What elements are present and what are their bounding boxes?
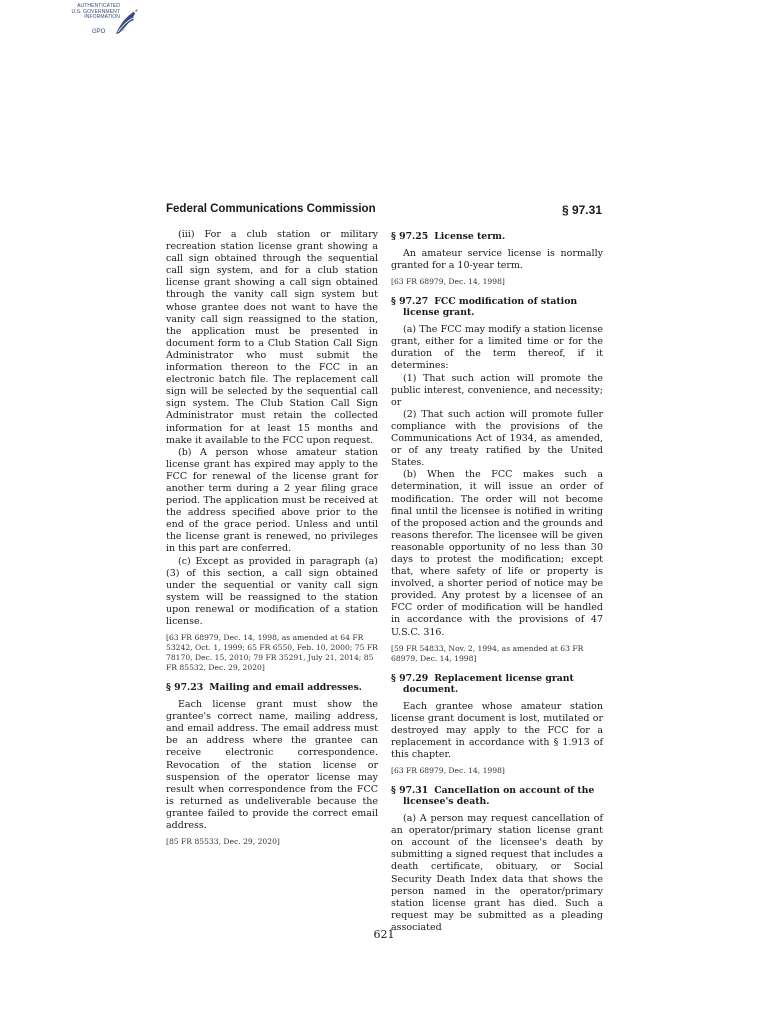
- section-heading-97-29: [391, 673, 603, 695]
- source-citation: [63 FR 68979, Dec. 14, 1998]: [391, 766, 505, 776]
- source-citation: [85 FR 85533, Dec. 29, 2020]: [166, 837, 280, 847]
- section-title: FCC modification of station license grant.: [403, 296, 578, 319]
- section-number: § 97.29: [391, 672, 429, 684]
- gpo-logo-line-3: INFORMATION: [84, 14, 120, 21]
- paragraph-97-27-a: (a) The FCC may modify a station license grant, either for a limited time or for the duration of the term thereof, if it determines:: [391, 324, 603, 372]
- section-number-header: § 97.31: [561, 203, 602, 217]
- paragraph-97-27-b: (b) When the FCC makes such a determination, it will issue an order of modification. The order will not become final until the licensee is notified in writing of the proposed action and the grounds and reasons therefor. The licensee will be given reasonable opportunity of no less than 30 days to protest the modification; except that, where safety of life or property is involved, a shorter period of notice may be provided. Any protest by a licensee of an FCC order of modification will be handled in accordance with the provisions of 47 U.S.C. 316.: [391, 469, 603, 638]
- section-heading-97-31: [391, 785, 603, 807]
- paragraph-97-31-a: (a) A person may request cancellation of an operator/primary station license grant on account of the licensee's death by submitting a signed request that includes a death certificate, obituary, or Social Security Death Index data that shows the person named in the operator/primary station license grant has died. Such a request may be submitted as a pleading associated: [391, 813, 603, 933]
- paragraph-97-25: An amateur service license is normally granted for a 10-year term.: [391, 248, 603, 272]
- source-citation: [63 FR 68979, Dec. 14, 1998]: [391, 277, 505, 287]
- section-title: Replacement license grant document.: [403, 672, 574, 695]
- paragraph-b: (b) A person whose amateur station license grant has expired may apply to the FCC for renewal of the license grant for another term during a 2 year filing grace period. The application must be received at the address specified above prior to the end of the grace period. Unless and until the license grant is renewed, no privileges in this part are conferred.: [166, 446, 378, 555]
- paragraph-97-23: Each license grant must show the grantee's correct name, mailing address, and email address. The email address must be an address where the grantee can receive electronic correspondence. Revocation of the station license or suspension of the operator license may result when correspondence from the FCC is returned as undeliverable because the grantee failed to provide the correct email address.: [166, 699, 378, 832]
- paragraph-97-29: Each grantee whose amateur station license grant document is lost, mutilated or destroyed may apply to the FCC for a replacement in accordance with § 1.913 of this chapter.: [391, 700, 603, 760]
- section-number: § 97.25: [391, 231, 429, 242]
- section-title: Mailing and email addresses.: [209, 682, 362, 694]
- gpo-logo-text: [56, 4, 120, 21]
- section-number: § 97.31: [391, 785, 429, 797]
- right-column: [391, 229, 603, 934]
- running-head: [166, 203, 602, 219]
- section-heading-97-23: [166, 682, 378, 693]
- page-number: 621: [373, 928, 395, 941]
- gpo-mark: GPO: [92, 29, 106, 35]
- source-citation: [59 FR 54833, Nov. 2, 1994, as amended at 63 FR 68979, Dec. 14, 1998]: [391, 643, 584, 663]
- paragraph-97-27-a-1: (1) That such action will promote the public interest, convenience, and necessity; or: [391, 372, 603, 408]
- section-title: License term.: [434, 231, 506, 242]
- paragraph-97-27-a-2: (2) That such action will promote fuller compliance with the provisions of the Communications Act of 1934, as amended, or of any treaty ratified by the United States.: [391, 408, 603, 469]
- source-citation: [63 FR 68979, Dec. 14, 1998, as amended at 64 FR 53242, Oct. 1, 1999; 65 FR 6550, Feb. 10, 2000; 75 FR 78170, Dec. 15, 2010; 79 FR 35291, July 21, 2014; 85 FR 85532, Dec. 29, 2020]: [166, 633, 378, 673]
- section-number: § 97.23: [166, 682, 204, 694]
- gpo-authentication-logo: [56, 4, 146, 48]
- left-column: [166, 229, 378, 856]
- gpo-logo-line-1: AUTHENTICATED: [77, 3, 120, 9]
- eagle-icon: [112, 6, 142, 38]
- agency-name: Federal Communications Commission: [166, 203, 376, 215]
- gpo-logo-line-2: U.S. GOVERNMENT: [71, 8, 120, 15]
- section-heading-97-27: [391, 296, 603, 318]
- section-heading-97-25: [391, 231, 603, 242]
- paragraph-a-iii: (iii) For a club station or military recreation station license grant showing a call sign obtained through the sequential call sign system, and for a club station license grant showing a call sign obtained through the vanity call sign system but whose grantee does not want to have the vanity call sign reassigned to the station, the application must be presented in document form to a Club Station Call Sign Administrator who must submit the information thereon to the FCC in an electronic batch file. The replacement call sign will be selected by the sequential call sign system. The Club Station Call Sign Administrator must retain the collected information for at least 15 months and make it available to the FCC upon request.: [166, 229, 378, 446]
- section-number: § 97.27: [391, 296, 429, 308]
- section-title: Cancellation on account of the licensee's death.: [403, 785, 595, 808]
- paragraph-c: (c) Except as provided in paragraph (a)(3) of this section, a call sign obtained under the sequential or vanity call sign system will be reassigned to the station upon renewal or modification of a station license.: [166, 555, 378, 627]
